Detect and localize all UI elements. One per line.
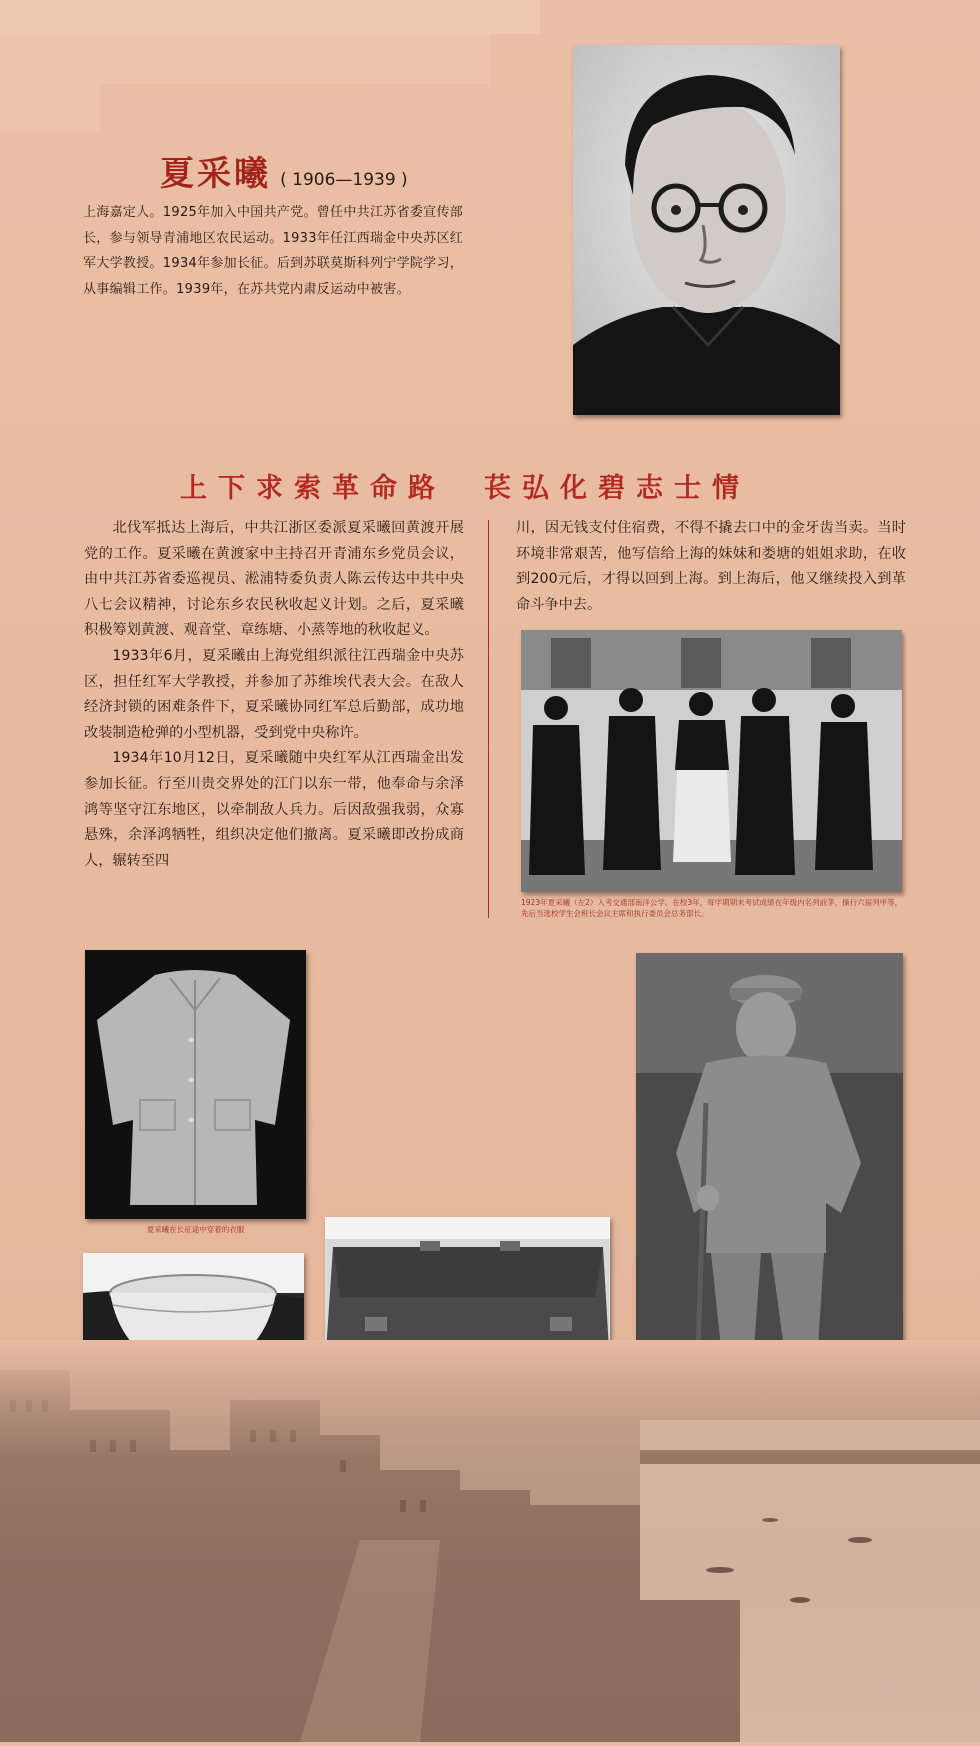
shanghai-bund-background — [0, 1340, 980, 1742]
section-title: 上下求索革命路 苌弘化碧志士情 — [180, 473, 750, 504]
profile-bio: 上海嘉定人。1925年加入中国共产党。曾任中共江苏省委宣传部长，参与领导青浦地区农民运动。1933年任江西瑞金中央苏区红军大学教授。1934年参加长征。后到苏联莫斯科列宁学院学习，从事编辑工作。1939年，在苏共党内肃反运动中被害。 — [83, 205, 464, 297]
background-fade-block — [0, 34, 490, 84]
statue-photo — [636, 953, 903, 1358]
clothes-photo — [85, 950, 306, 1219]
article-paragraph: 川，因无钱支付住宿费，不得不撬去口中的金牙齿当卖。当时环境非常艰苦，他写信给上海的妹妹和娄塘的姐姐求助，在收到200元后，才得以回到上海。到上海后，他又继续投入到革命斗争中去。 — [516, 520, 906, 613]
article-paragraph: 北伐军抵达上海后，中共江浙区委派夏采曦回黄渡开展党的工作。夏采曦在黄渡家中主持召开青浦东乡党员会议，由中共江苏省委巡视员、淞浦特委负责人陈云传达中共中央八七会议精神，讨论东乡农民秋收起义计划。之后，夏采曦积极筹划黄渡、观音堂、章练塘、小蒸等地的秋收起义。 — [84, 520, 464, 639]
profile-name: 夏采曦 — [160, 154, 271, 194]
article-paragraph: 1934年10月12日，夏采曦随中央红军从江西瑞金出发参加长征。行至川贵交界处的江门以东一带，他奉命与余泽鸿等坚守江东地区，以牵制敌人兵力。后因敌强我弱，众寡悬殊，余泽鸿牺牲，组织决定他们撤离。夏采曦即改扮成商人，辗转至四 — [84, 750, 464, 869]
group-photo — [521, 630, 902, 892]
background-fade-block — [0, 0, 540, 34]
article-paragraph: 1933年6月，夏采曦由上海党组织派往江西瑞金中央苏区，担任红军大学教授，并参加了苏维埃代表大会。在敌人经济封锁的困难条件下，夏采曦协同红军总后勤部，成功地改装制造枪弹的小型机器，受到党中央称许。 — [84, 647, 464, 741]
profile-years: ( 1906—1939 ) — [280, 170, 408, 190]
clothes-caption: 夏采曦在长征途中穿着的衣服 — [146, 1225, 245, 1234]
column-divider — [488, 520, 489, 918]
article-left-column — [84, 516, 464, 874]
profile-heading — [160, 146, 408, 192]
background-fade-block — [0, 84, 100, 132]
group-photo-caption: 1923年夏采曦（左2）入考交通部南洋公学。在校3年，每学期期末考试成绩在年级内名列前茅，操行六届列甲等，先后当选校学生会班长会议主席和执行委员会总务部长。 — [521, 898, 903, 918]
article-right-column — [516, 516, 906, 618]
portrait-photo — [573, 45, 840, 415]
